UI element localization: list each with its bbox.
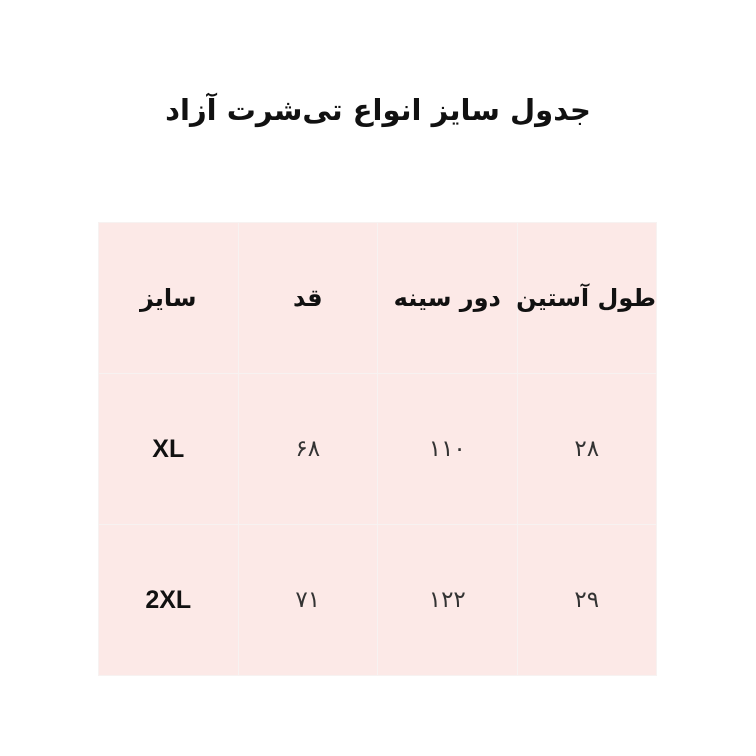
cell-size: 2XL bbox=[99, 525, 239, 676]
cell-height: ۷۱ bbox=[238, 525, 378, 676]
size-table bbox=[98, 222, 657, 676]
cell-chest: ۱۲۲ bbox=[378, 525, 518, 676]
header-chest: دور سینه bbox=[378, 223, 518, 374]
table-row bbox=[99, 525, 657, 676]
cell-sleeve-length: ۲۹ bbox=[517, 525, 657, 676]
header-sleeve-length: طول آستین bbox=[517, 223, 657, 374]
table-row bbox=[99, 374, 657, 525]
header-size: سایز bbox=[99, 223, 239, 374]
cell-height: ۶۸ bbox=[238, 374, 378, 525]
page-title: جدول سایز انواع تی‌شرت آزاد bbox=[165, 93, 591, 127]
cell-sleeve-length: ۲۸ bbox=[517, 374, 657, 525]
header-height: قد bbox=[238, 223, 378, 374]
cell-size: XL bbox=[99, 374, 239, 525]
table-header-row bbox=[99, 223, 657, 374]
cell-chest: ۱۱۰ bbox=[378, 374, 518, 525]
